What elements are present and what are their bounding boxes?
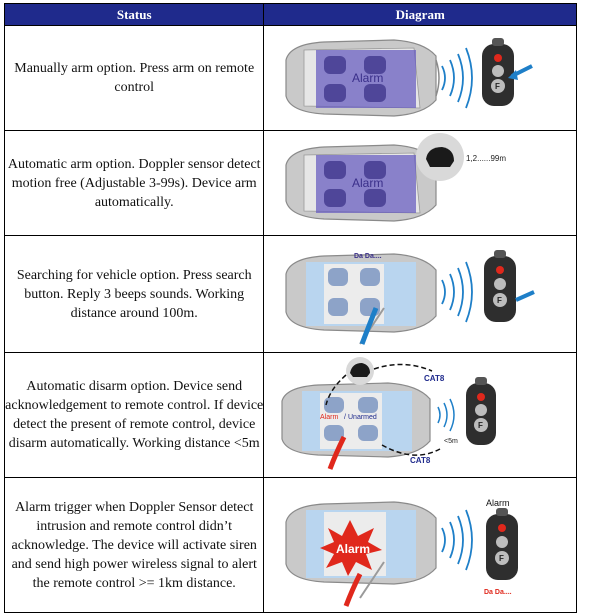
ack-dashed-arrow-icon	[374, 364, 432, 371]
manual-arm-diagram	[264, 26, 576, 130]
state-separator: /	[344, 414, 347, 421]
press-arrow-icon	[516, 292, 534, 300]
remote-control-icon	[482, 38, 514, 106]
header-row	[5, 4, 577, 26]
status-cell: Searching for vehicle option. Press search button. Reply 3 beeps sounds. Working distance around 100m.	[5, 236, 264, 353]
unarmed-state-label: Unarmed	[348, 414, 378, 421]
burst-alarm-label: Alarm	[336, 542, 371, 556]
remote-control-icon	[486, 508, 518, 580]
diagram-cell	[264, 478, 577, 613]
table-row	[5, 478, 577, 613]
auto-arm-diagram	[264, 131, 576, 235]
status-cell: Manually arm option. Press arm on remote control	[5, 26, 264, 131]
cat8-bottom-label: CAT8	[410, 456, 431, 465]
table-row	[5, 26, 577, 131]
signal-waves-icon	[442, 510, 472, 570]
alarm-state-label: Alarm	[320, 414, 339, 421]
svg-text:F: F	[499, 554, 505, 563]
table-row	[5, 236, 577, 353]
status-header: Status	[5, 4, 264, 26]
search-vehicle-diagram	[264, 236, 576, 352]
status-cell: Alarm trigger when Doppler Sensor detect intrusion and remote control didn’t acknowledge. The device will activate siren and send high power wireless signal to alert the remote control >= 1km distance.	[5, 478, 264, 613]
svg-text:F: F	[478, 421, 484, 430]
svg-text:F: F	[497, 296, 503, 305]
remote-control-icon	[484, 250, 516, 322]
diagram-header: Diagram	[264, 4, 577, 26]
delay-range-label: 1,2......99m	[466, 154, 507, 163]
status-cell: Automatic disarm option. Device send acknowledgement to remote control. If device detect the present of remote control, device disarm automatically. Working distance <5m	[5, 353, 264, 478]
distance-label: <5m	[444, 438, 459, 445]
feature-table	[4, 3, 577, 613]
cat8-top-label: CAT8	[424, 374, 445, 383]
table-row	[5, 353, 577, 478]
alarm-trigger-diagram	[264, 478, 576, 612]
signal-waves-icon	[442, 48, 472, 108]
car-status-label: Alarm	[352, 71, 384, 85]
signal-waves-icon	[438, 399, 454, 431]
beep-sound-label: Da Da....	[484, 589, 513, 596]
remote-control-icon	[466, 377, 496, 445]
diagram-cell	[264, 236, 577, 353]
table-row	[5, 131, 577, 236]
diagram-cell	[264, 26, 577, 131]
car-status-label: Alarm	[352, 176, 384, 190]
svg-text:F: F	[495, 82, 501, 91]
doppler-sensor-icon	[416, 133, 464, 181]
status-cell: Automatic arm option. Doppler sensor detect motion free (Adjustable 3-99s). Device arm automatically.	[5, 131, 264, 236]
diagram-cell	[264, 131, 577, 236]
diagram-cell	[264, 353, 577, 478]
auto-disarm-diagram	[264, 353, 576, 477]
car-top-view-icon	[286, 254, 436, 344]
doppler-sensor-icon	[346, 357, 374, 385]
beep-sound-label: Da Da....	[354, 253, 383, 260]
remote-alarm-label: Alarm	[486, 498, 510, 508]
signal-waves-icon	[442, 262, 472, 322]
